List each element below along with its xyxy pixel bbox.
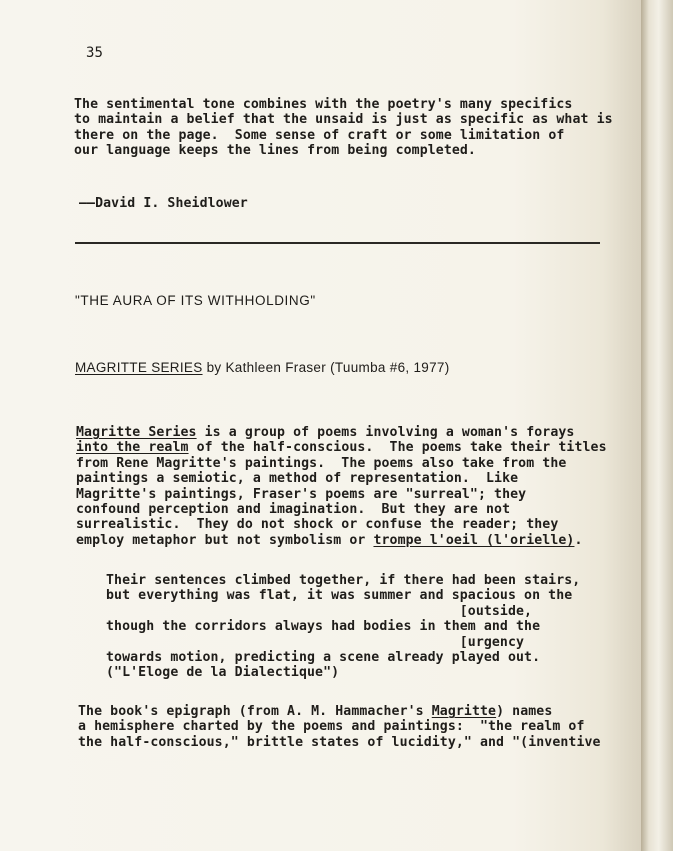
poem-quotation [106,573,580,681]
page-number: 35 [86,45,104,61]
text-line: surrealistic. They do not shock or confuse the reader; they [76,517,559,533]
section-title: "THE AURA OF ITS WITHHOLDING" [75,293,316,308]
intro-paragraph [74,97,613,159]
section-divider [75,242,600,244]
closing-paragraph [78,704,601,750]
underlined-phrase: into the realm [76,440,189,456]
underlined-phrase: trompe l'oeil (l'orielle) [373,532,575,548]
text-span: employ metaphor but not symbolism or [76,532,374,548]
poem-source: ("L'Eloge de la Dialectique") [106,665,340,681]
poem-line: but everything was flat, it was summer and spacious on the [106,588,573,604]
text-span: The book's epigraph (from A. M. Hammacher's [78,704,432,719]
review-heading [75,360,450,375]
text-line: The sentimental tone combines with the poetry's many specifics [74,97,573,112]
text-line: our language keeps the lines from being completed. [74,143,476,159]
text-line: paintings a semiotic, a method of representation. Like [76,471,519,487]
text-line: to maintain a belief that the unsaid is just as specific as what is [74,112,613,128]
poem-line: Their sentences climbed together, if there had been stairs, [106,573,581,588]
text-line: the half-conscious," brittle states of lucidity," and "(inventive [78,734,601,750]
author-signature: ——David I. Sheidlower [79,196,248,211]
text-span: . [574,532,583,548]
text-line: confound perception and imagination. But they are not [76,502,511,518]
review-byline: by Kathleen Fraser (Tuumba #6, 1977) [202,360,450,375]
book-title: MAGRITTE SERIES [75,360,203,375]
poem-line: [outside, [106,603,533,619]
poem-line: [urgency [106,634,525,650]
lead-title: Magritte Series [76,425,197,440]
text-span: ) names [496,704,553,719]
text-line: from Rene Magritte's paintings. The poems also take from the [76,455,567,471]
text-span: of the half-conscious. The poems take their titles [188,440,607,456]
underlined-title: Magritte [431,704,497,719]
book-gutter [641,0,673,851]
text-line: Magritte's paintings, Fraser's poems are "surreal"; they [76,486,527,502]
poem-line: though the corridors always had bodies in them and the [106,619,541,635]
poem-line: towards motion, predicting a scene already played out. [106,650,541,666]
text-line: there on the page. Some sense of craft or some limitation of [74,127,565,143]
body-paragraph [76,425,607,548]
text-span: is a group of poems involving a woman's forays [196,425,575,440]
text-line: a hemisphere charted by the poems and paintings: "the realm of [78,719,585,735]
